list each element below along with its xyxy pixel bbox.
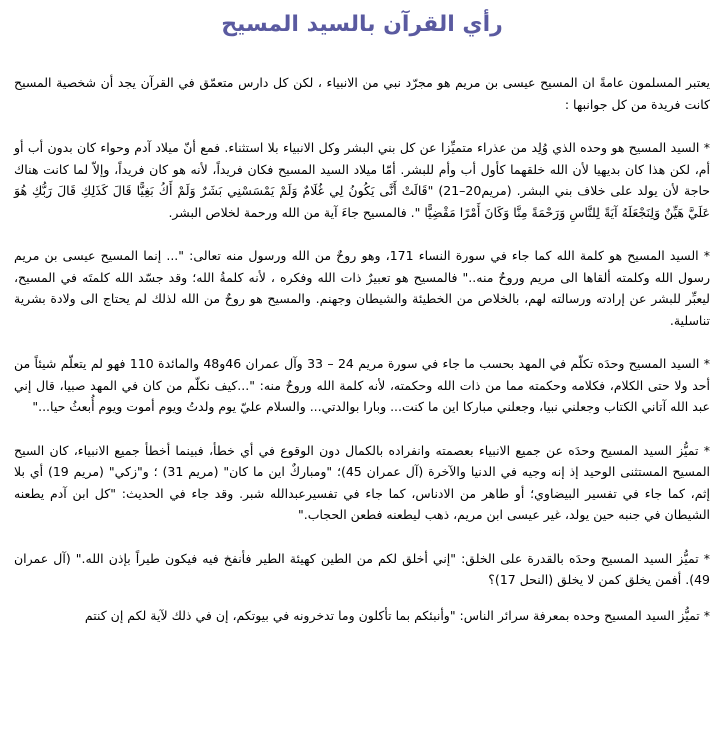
point-paragraph-6: * تميُّز السيد المسيح وحده بمعرفة سرائر الناس: "وأنبئكم بما تأكلون وما تدخرونه في بيوتكم، إن في ذلك لآية لكم إن كنتم: [84, 607, 710, 623]
point-paragraph-1: * السيد المسيح هو وحده الذي وُلِد من عذراء متميِّزا عن كل بني البشر وكل الانبياء بلا استثناء. فمع أنّ ميلاد آدم وحواء كان بدون أب أو أم، لكن هذا كان بديهيا لأن الله خلقهما كأول أب وأم للبشر. أمّا ميلاد السيد المسيح فكان فريداً، لأنه هو كان فريداً، وإلاّ لما كانت هناك حاجة لأن يولد على خلاف بني البشر. (مريم20–21) "قَالَتْ أَنَّى يَكُونُ لِي غُلَامٌ وَلَمْ يَمْسَسْنِي بَشَرٌ وَلَمْ أَكُ بَغِيًّا قَالَ كَذَلِكِ قَالَ رَبُّكِ هُوَ عَلَيَّ هَيِّنٌ وَلِنَجْعَلَهُ آيَةً لِلنَّاسِ وَرَحْمَةً مِنَّا وَكَانَ أَمْرًا مَقْضِيًّا ". فالمسيح جاءَ آية من الله ورحمة لخلاص البشر.: [14, 140, 710, 220]
point-paragraph-4: * تميُّز السيد المسيح وحدَه عن جميع الانبياء بعصمته وانفراده بالكمال دون الوقوع في أي خطأ، فبينما أخطأ جميع الانبياء، كان السيح المسيح المستثنى الوحيد إذ إنه وجيه في الدنيا والآخرة (آل عمران 45)؛ "ومباركٌ اين ما كان" (مريم 31) ؛ و"زكي" (مريم 19) أي بلا إثم، كما جاء في تفسير البيضاوي؛ أو طاهر من الادناس، كما جاء في تفسيرعبدالله شبر. وقد جاء في الحديث: "كل ابن آدم يطعنه الشيطان في جنبه حين يولد، غير عيسى ابن مريم، ذهب ليطعنه فطعن الحجاب.": [14, 442, 710, 522]
intro-paragraph: يعتبر المسلمون عامةً ان المسيح عيسى بن مريم هو مجرّد نبي من الانبياء ، لكن كل دارس متعمّق في القرآن يجد أن شخصية المسيح كانت فريدة من كل جوانبها :: [14, 75, 710, 112]
page-title: رأي القرآن بالسيد المسيح: [221, 12, 503, 37]
point-paragraph-2: * السيد المسيح هو كلمة الله كما جاء في سورة النساء 171، وهو روحٌ من الله ورسول منه تعالى: "... إنما المسيح عيسى بن مريم رسول الله وكلمته ألقاها الى مريم وروحٌ منه.." فالمسيح هو تعبيرٌ ذات الله وفكره ، لأنه كلمةُ الله؛ وقد جسّد الله كلمتَه في المسيح، ليعبِّر للبشر عن إرادته ورسالته لهم، بالخلاص من الخطيئة والشيطان وجهنم. والمسيح هو روحٌ من الله لذلك لم يحتاج الى ولادة بشرية تناسلية.: [14, 248, 710, 328]
point-paragraph-5: * تميُّز السيد المسيح وحدَه بالقدرة على الخلق: "إني أخلق لكم من الطين كهيئة الطير فأنفخ فيه فيكون طيراً بإذن الله." (آل عمران 49). أفمن يخلق كمن لا يخلق (النحل 17)؟: [14, 550, 710, 587]
point-paragraph-3: * السيد المسيح وحدَه تكلّم في المهد بحسب ما جاء في سورة مريم 24 – 33 وآل عمران 46و48 والمائدة 110 فهو لم يتعلّم شيئاً من أحد ولا حتى الكلام، فكلامه وحكمته مما من ذات الله وحكمته، لأنه كلمة الله وروحٌ منه: "...كيف نكلّم من كان في المهد صبيا، قال إني عبد الله آتاني الكتاب وجعلني نبيا، وجعلني مباركا اين ما كنت... وبارا بوالدتي... والسلام عليّ يوم ولدتُ ويوم أموت ويوم أُبعثُ حيا...": [14, 356, 711, 414]
